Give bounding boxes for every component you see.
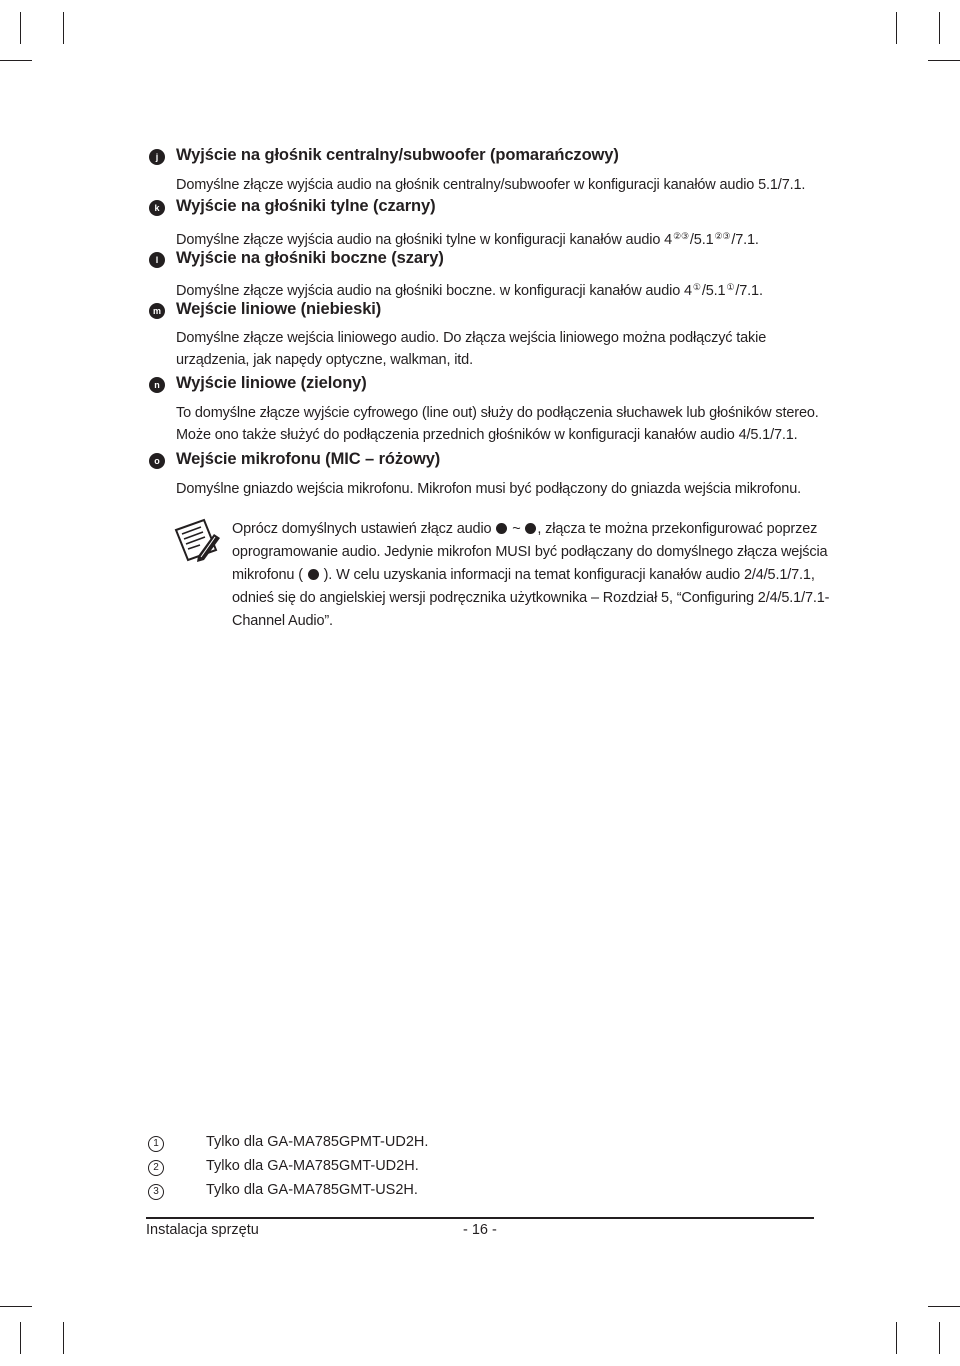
entry-description: To domyślne złącze wyjście cyfrowego (line out) służy do podłączenia słuchawek lub głośników stereo. [176,405,819,421]
footnote-number: 1 [148,1136,164,1152]
entry-description: Domyślne złącze wyjścia audio na głośniki boczne. w konfiguracji kanałów audio 4①/5.1①/7.1. [176,282,763,299]
marker-j-icon [496,523,507,534]
entry-marker: m [149,303,165,319]
pencil-note-icon [170,516,224,566]
crop-mark [939,12,940,44]
entry-title: Wejście mikrofonu (MIC – różowy) [176,450,441,468]
crop-mark [928,1306,960,1307]
entry-marker: l [149,252,165,268]
note-line: oprogramowanie audio. Jedynie mikrofon MUSI być podłączany do domyślnego złącza wejścia [232,544,828,560]
note-line: odnieś się do angielskiej wersji podręcznika użytkownika – Rozdział 5, “Configuring 2/4/5.1/7.1- [232,590,830,606]
crop-mark [928,60,960,61]
entry-title: Wejście liniowe (niebieski) [176,300,382,318]
note-line: Channel Audio”. [232,613,333,629]
note-text [232,518,829,633]
crop-mark [939,1322,940,1354]
entry-marker: k [149,200,165,216]
note-line: mikrofonu ( ). W celu uzyskania informacji na temat konfiguracji kanałów audio 2/4/5.1/7.1, [232,567,815,583]
crop-mark [896,12,897,44]
entry-title: Wyjście na głośniki boczne (szary) [176,249,444,267]
entry-description: Domyślne gniazdo wejścia mikrofonu. Mikrofon musi być podłączony do gniazda wejścia mikrofonu. [176,481,801,497]
footnote-text: Tylko dla GA-MA785GPMT-UD2H. [206,1134,429,1150]
crop-mark [20,1322,21,1354]
entry-title: Wyjście liniowe (zielony) [176,374,367,392]
crop-mark [0,60,32,61]
footnote-text: Tylko dla GA-MA785GMT-US2H. [206,1182,418,1198]
footnote-ref: ① [726,282,735,292]
crop-mark [20,12,21,44]
note-line: Oprócz domyślnych ustawień złącz audio ~ , złącza te można przekonfigurować poprzez [232,521,818,537]
marker-o-icon [525,523,536,534]
marker-o-icon [308,569,319,580]
entry-description: Domyślne złącze wejścia liniowego audio. Do złącza wejścia liniowego można podłączyć takie [176,330,767,346]
footnote-ref: ②③ [714,231,731,241]
footnote-number: 2 [148,1160,164,1176]
crop-mark [0,1306,32,1307]
crop-mark [63,12,64,44]
entry-description: Domyślne złącze wyjścia audio na głośnik centralny/subwoofer w konfiguracji kanałów audio 5.1/7.1. [176,177,806,193]
entry-marker: j [149,149,165,165]
footnote-ref: ① [692,282,701,292]
footnote-number: 3 [148,1184,164,1200]
crop-mark [63,1322,64,1354]
footer-rule [146,1217,814,1219]
entry-marker: n [149,377,165,393]
footnote-ref: ②③ [673,231,689,241]
page-number: - 16 - [463,1222,497,1238]
crop-mark [896,1322,897,1354]
entry-title: Wyjście na głośnik centralny/subwoofer (pomarańczowy) [176,146,619,164]
footnote-text: Tylko dla GA-MA785GMT-UD2H. [206,1158,419,1174]
entry-description: Może ono także służyć do podłączenia przednich głośników w konfiguracji kanałów audio 4/5.1/7.1. [176,427,798,443]
entry-description: urządzenia, jak napędy optyczne, walkman, itd. [176,352,473,368]
footer-section: Instalacja sprzętu [146,1222,259,1238]
entry-description: Domyślne złącze wyjścia audio na głośniki tylne w konfiguracji kanałów audio 4②③/5.1②③/7.1. [176,231,759,248]
entry-marker: o [149,453,165,469]
entry-title: Wyjście na głośniki tylne (czarny) [176,197,436,215]
